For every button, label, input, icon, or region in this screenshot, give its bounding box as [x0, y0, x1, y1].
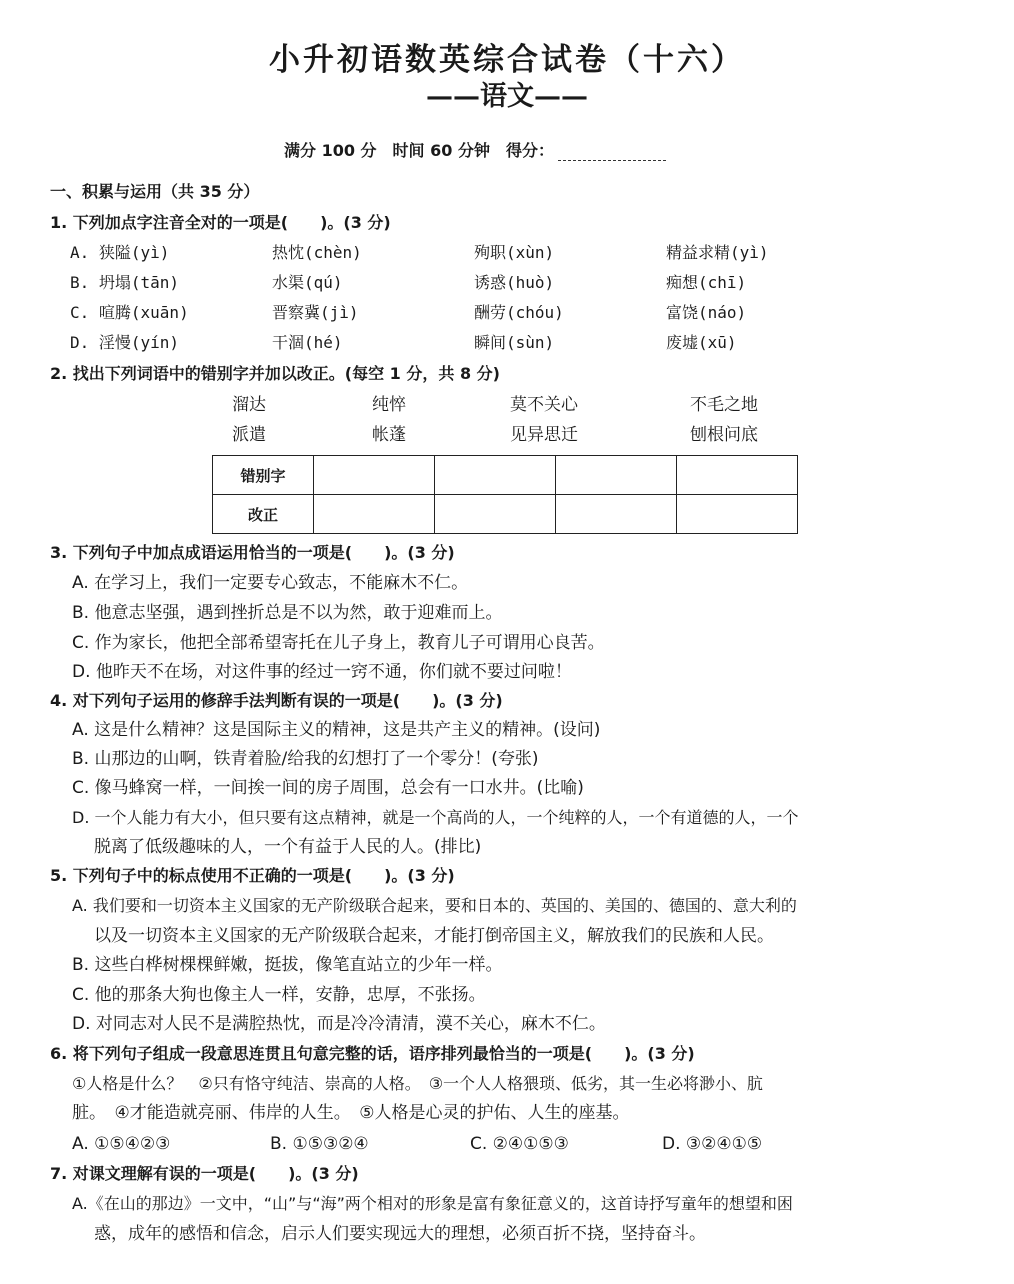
q7-option-a: A.《在山的那边》一文中，“山”与“海”两个相对的形象是富有象征意义的，这首诗抒写童年的想望和困 — [72, 1194, 793, 1213]
q1-option-a-2: 热忱(chèn) — [272, 243, 362, 262]
q6-choice-a: A. ①⑤④②③ — [72, 1134, 171, 1154]
q3-option-b: B. 他意志坚强，遇到挫折总是不以为然，敢于迎难而上。 — [72, 603, 503, 623]
q2-word: 不毛之地 — [690, 395, 758, 415]
table-row — [213, 495, 798, 534]
q3-option-a: A. 在学习上，我们一定要专心致志，不能麻木不仁。 — [72, 573, 469, 593]
q1-option-b-2: 水渠(qú) — [272, 273, 343, 292]
q6-sentences-line-2: 脏。 ④才能造就亮丽、伟岸的人生。 ⑤人格是心灵的护佑、人生的座基。 — [72, 1103, 630, 1123]
q4-option-a: A. 这是什么精神？这是国际主义的精神，这是共产主义的精神。(设问) — [72, 720, 601, 740]
q4-option-d-cont: 脱离了低级趣味的人，一个有益于人民的人。(排比) — [94, 837, 482, 857]
q6-choice-c: C. ②④①⑤③ — [470, 1134, 569, 1154]
answer-cell[interactable] — [314, 495, 435, 534]
score-info — [284, 138, 666, 161]
answer-cell[interactable] — [556, 495, 677, 534]
answer-cell[interactable] — [677, 495, 798, 534]
score-info-text: 满分 100 分 时间 60 分钟 得分： — [284, 141, 554, 160]
q1-option-b-4: 痴想(chī) — [666, 273, 747, 292]
q1-option-b-1: B. 坍塌(tān) — [70, 273, 180, 292]
question-2-stem: 2. 找出下列词语中的错别字并加以改正。(每空 1 分，共 8 分) — [50, 364, 500, 383]
q1-option-c-3: 酬劳(chóu) — [474, 303, 564, 322]
q5-option-a: A. 我们要和一切资本主义国家的无产阶级联合起来，要和日本的、英国的、美国的、德国的、意大利的 — [72, 896, 797, 915]
q2-word: 派遣 — [232, 425, 266, 445]
q1-option-a-1: A. 狭隘(yì) — [70, 243, 170, 262]
table-row — [213, 456, 798, 495]
correction-table — [212, 455, 798, 534]
q1-option-c-4: 富饶(náo) — [666, 303, 747, 322]
q6-choice-b: B. ①⑤③②④ — [270, 1134, 369, 1154]
q1-option-b-3: 诱惑(huò) — [474, 273, 555, 292]
q2-word: 莫不关心 — [510, 395, 578, 415]
q1-option-a-4: 精益求精(yì) — [666, 243, 769, 262]
q2-word: 见异思迁 — [510, 425, 578, 445]
q5-option-c: C. 他的那条大狗也像主人一样，安静，忠厚，不张扬。 — [72, 985, 486, 1005]
q5-option-b: B. 这些白桦树棵棵鲜嫩，挺拔，像笔直站立的少年一样。 — [72, 955, 503, 975]
score-blank[interactable] — [558, 142, 666, 161]
question-7-stem: 7. 对课文理解有误的一项是( )。(3 分) — [50, 1164, 359, 1183]
question-4-stem: 4. 对下列句子运用的修辞手法判断有误的一项是( )。(3 分) — [50, 691, 503, 710]
question-5-stem: 5. 下列句子中的标点使用不正确的一项是( )。(3 分) — [50, 866, 455, 885]
q5-option-d: D. 对同志对人民不是满腔热忱，而是冷冷清清，漠不关心，麻木不仁。 — [72, 1014, 606, 1034]
q3-option-d: D. 他昨天不在场，对这件事的经过一窍不通，你们就不要过问啦！ — [72, 662, 572, 682]
table-header-wrong: 错别字 — [213, 456, 314, 495]
q1-option-d-1: D. 淫慢(yín) — [70, 333, 180, 352]
q4-option-d: D. 一个人能力有大小，但只要有这点精神，就是一个高尚的人，一个纯粹的人，一个有道德的人，一个 — [72, 808, 799, 827]
q6-sentences-line-1: ①人格是什么？ ②只有恪守纯洁、崇高的人格。 ③一个人人格猥琐、低劣，其一生必将渺小、肮 — [72, 1074, 764, 1093]
q4-option-b: B. 山那边的山啊，铁青着脸/给我的幻想打了一个零分！(夸张) — [72, 749, 539, 769]
q1-option-d-2: 干涸(hé) — [272, 333, 343, 352]
q5-option-a-cont: 以及一切资本主义国家的无产阶级联合起来，才能打倒帝国主义，解放我们的民族和人民。 — [94, 926, 774, 946]
q1-option-d-4: 废墟(xū) — [666, 333, 737, 352]
q1-option-c-1: C. 喧腾(xuān) — [70, 303, 189, 322]
q6-choice-d: D. ③②④①⑤ — [662, 1134, 763, 1154]
q1-option-d-3: 瞬间(sùn) — [474, 333, 555, 352]
section-heading: 一、积累与运用（共 35 分） — [50, 182, 260, 201]
table-header-fix: 改正 — [213, 495, 314, 534]
q2-word: 纯悴 — [372, 395, 406, 415]
q2-word: 溜达 — [232, 395, 266, 415]
q4-option-c: C. 像马蜂窝一样，一间挨一间的房子周围，总会有一口水井。(比喻) — [72, 778, 584, 798]
answer-cell[interactable] — [677, 456, 798, 495]
q3-option-c: C. 作为家长，他把全部希望寄托在儿子身上，教育儿子可谓用心良苦。 — [72, 633, 605, 653]
q1-option-a-3: 殉职(xùn) — [474, 243, 555, 262]
q2-word: 帐蓬 — [372, 425, 406, 445]
question-3-stem: 3. 下列句子中加点成语运用恰当的一项是( )。(3 分) — [50, 543, 455, 562]
answer-cell[interactable] — [435, 495, 556, 534]
answer-cell[interactable] — [314, 456, 435, 495]
exam-subtitle: ——语文—— — [426, 81, 588, 112]
question-1-stem: 1. 下列加点字注音全对的一项是( )。(3 分) — [50, 213, 391, 232]
exam-title: 小升初语数英综合试卷（十六） — [269, 42, 745, 78]
answer-cell[interactable] — [435, 456, 556, 495]
question-6-stem: 6. 将下列句子组成一段意思连贯且句意完整的话，语序排列最恰当的一项是( )。(3 分) — [50, 1044, 695, 1063]
answer-cell[interactable] — [556, 456, 677, 495]
q7-option-a-cont: 惑，成年的感悟和信念，启示人们要实现远大的理想，必须百折不挠，坚持奋斗。 — [94, 1224, 706, 1244]
q1-option-c-2: 晋察冀(jì) — [272, 303, 359, 322]
q2-word: 刨根问底 — [690, 425, 758, 445]
